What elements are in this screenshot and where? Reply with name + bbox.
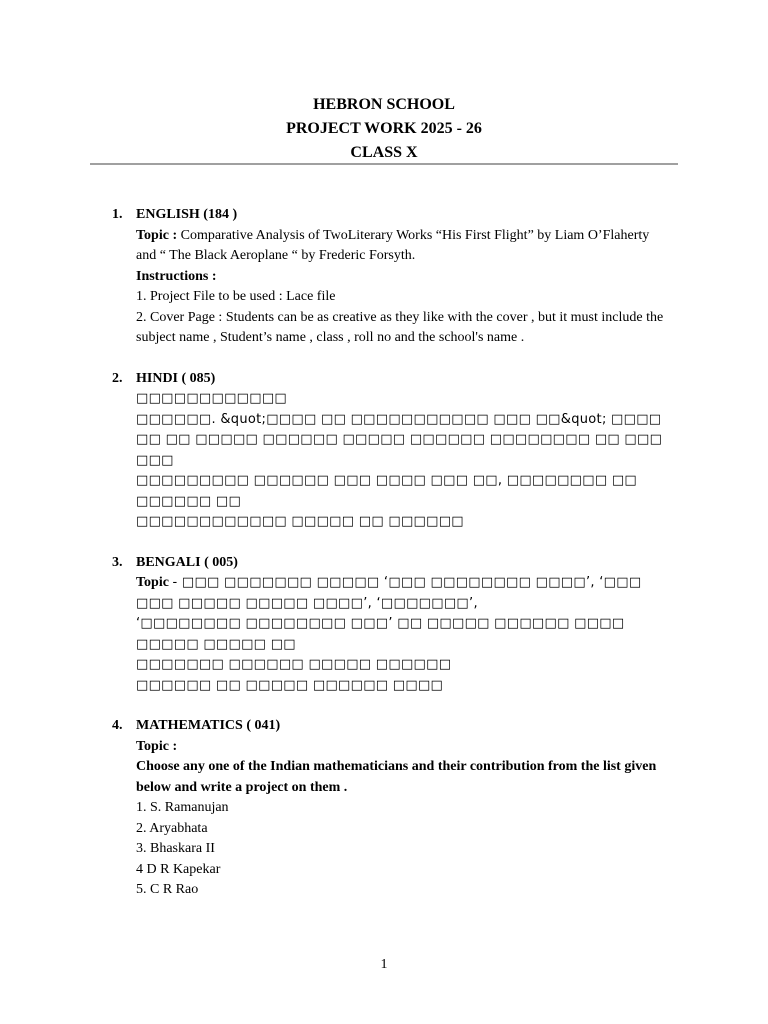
topic-label: Topic : [136, 738, 178, 754]
project-title: PROJECT WORK 2025 - 26 [286, 120, 482, 137]
page-number: 1 [380, 957, 388, 972]
hindi-text-line: □□□□□□□□□ □□□□□□ □□□ □□□□ □□□ □□, □□□□□□□□ □□ □□□□□□ □□ [136, 473, 638, 509]
mathematician-item: 1. S. Ramanujan [136, 800, 229, 815]
subject-title: HINDI ( 085) [136, 370, 216, 386]
bengali-text-line: □□□□□□ □□ □□□□□ □□□□□□ □□□□ [136, 677, 444, 693]
bengali-text-line: ‘□□□□□□□□ □□□□□□□□ □□□’ □□ □□□□□ □□□□□□ □□□□ □□□□□ □□□□□ □□ [136, 616, 625, 652]
item-number: 2. [112, 370, 123, 386]
subject-list [0, 205, 768, 921]
hindi-text-line: □□□□□□□□□□□□ □□□□□ □□ □□□□□□ [136, 514, 464, 529]
topic-label: Topic [136, 575, 169, 590]
item-number: 3. [112, 554, 123, 570]
subject-title: MATHEMATICS ( 041) [136, 718, 281, 733]
bengali-text-line: □□□□□□□ □□□□□□ □□□□□ □□□□□□ [136, 657, 452, 672]
math-instruction: Choose any one of the Indian mathematicians and their contribution from the list given below and write a project on them . [136, 759, 657, 795]
subject-title: BENGALI ( 005) [136, 554, 238, 570]
topic-line [136, 573, 672, 614]
mathematician-item: 3. Bhaskara II [136, 841, 215, 856]
document-header [0, 93, 768, 165]
header-divider [90, 163, 678, 165]
subject-title: ENGLISH (184 ) [136, 207, 238, 222]
instruction-item: 2. Cover Page : Students can be as creative as they like with the cover , but it must include the subject name , Student’s name , class , roll no and the school's name . [136, 309, 664, 345]
mathematician-item: 2. Aryabhata [136, 820, 208, 836]
class-title: CLASS X [350, 144, 418, 161]
instructions-label: Instructions : [136, 268, 217, 284]
subject-mathematics [0, 716, 672, 901]
subject-hindi [0, 369, 672, 533]
topic-label: Topic : [136, 227, 178, 243]
instruction-item: 1. Project File to be used : Lace file [136, 289, 336, 304]
item-number: 4. [112, 718, 123, 733]
topic-line [136, 226, 672, 267]
item-number: 1. [112, 207, 123, 222]
subject-bengali [0, 553, 672, 697]
mathematician-item: 4 D R Kapekar [136, 861, 221, 877]
hindi-text-line: □□□□□□. &quot;□□□□ □□ □□□□□□□□□□□ □□□ □□&quot; □□□□ □□ □□ □□□□□ □□□□□□ □□□□□ □□□□□□ □□□□□□□□ □□ □□□ □□□ [136, 411, 663, 468]
subject-english [0, 205, 672, 349]
topic-text: - □□□ □□□□□□□ □□□□□ ‘□□□ □□□□□□□□ □□□□’, ‘□□□ □□□ □□□□□ □□□□□ □□□□’, ‘□□□□□□□’, [136, 575, 642, 611]
topic-text: Comparative Analysis of TwoLiterary Works “His First Flight” by Liam O’Flaherty and “ The Black Aeroplane “ by Frederic Forsyth. [136, 227, 650, 263]
hindi-text-line: □□□□□□□□□□□□ [136, 391, 287, 406]
mathematician-item: 5. C R Rao [136, 882, 199, 897]
school-name: HEBRON SCHOOL [313, 96, 455, 113]
